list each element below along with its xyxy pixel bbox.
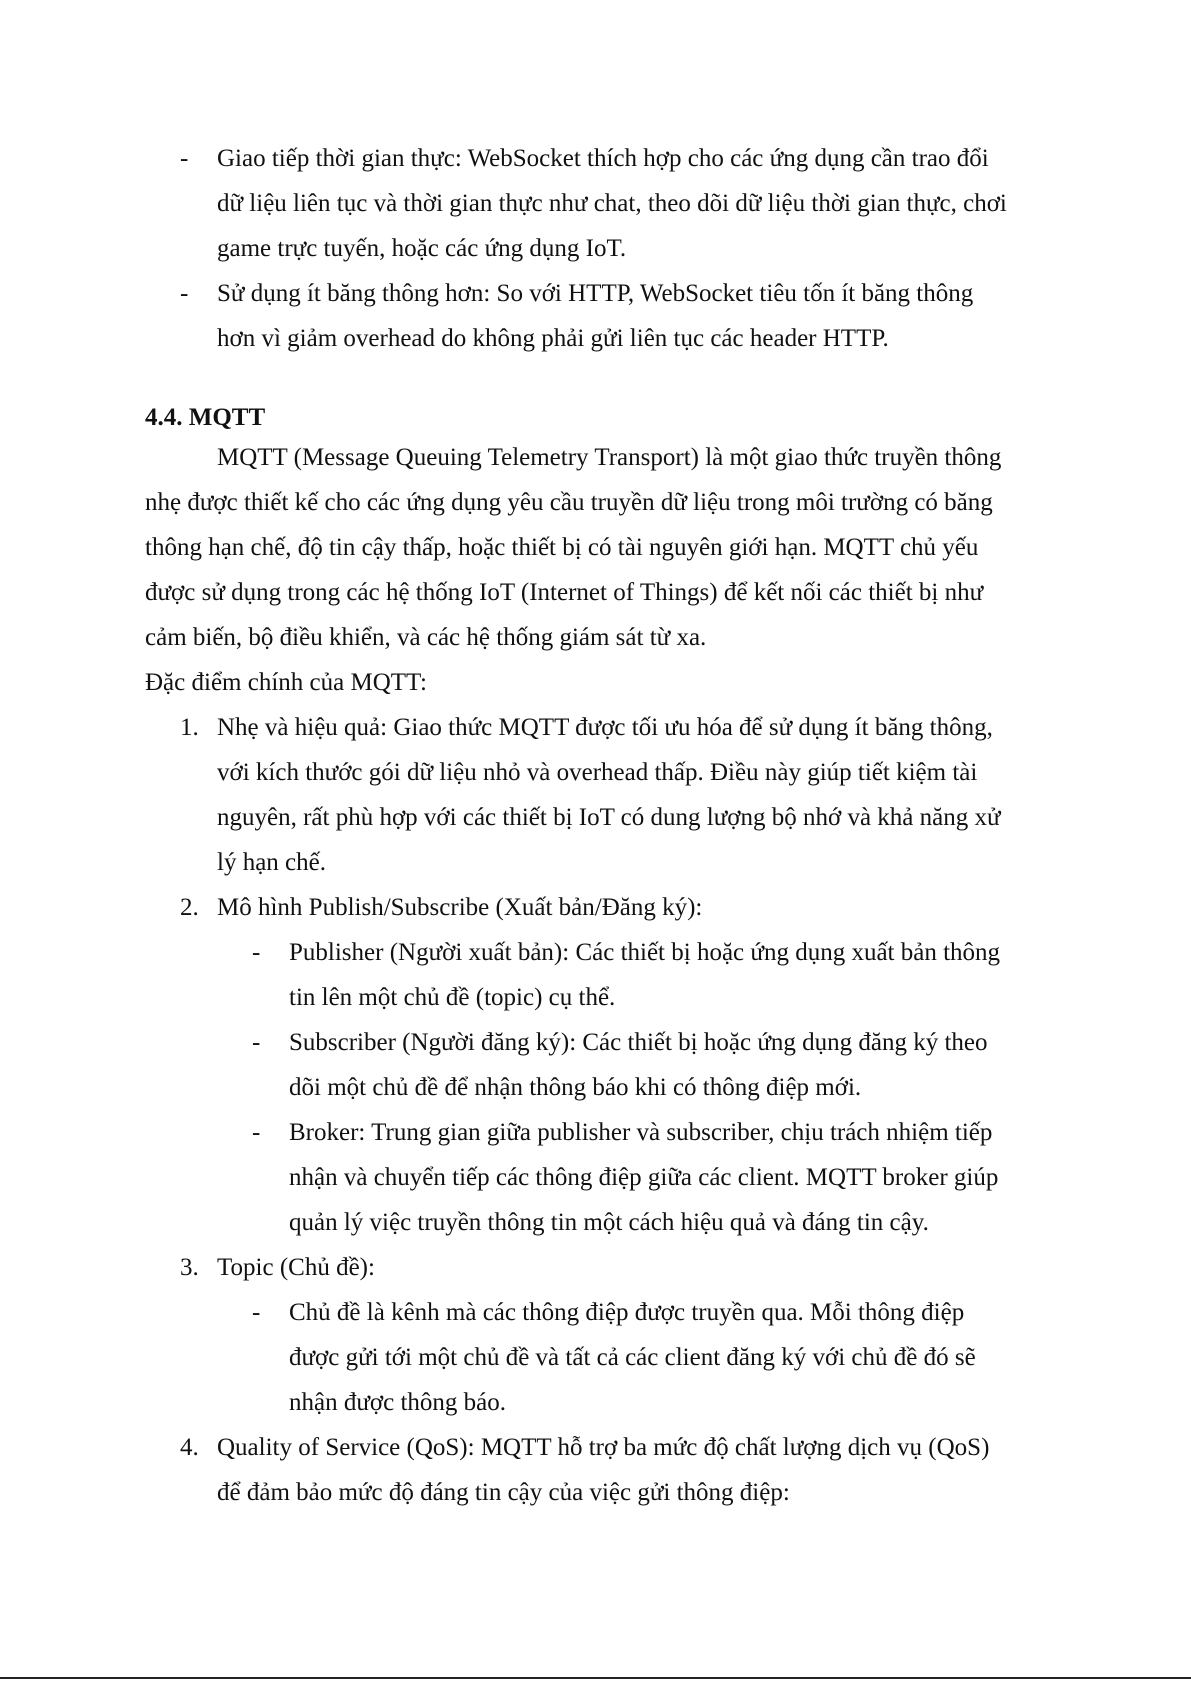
item-number: 1. (180, 714, 199, 741)
text-line: Broker: Trung gian giữa publisher và subscriber, chịu trách nhiệm tiếp (289, 1119, 993, 1146)
text-line: Mô hình Publish/Subscribe (Xuất bản/Đăng ký): (217, 894, 703, 921)
bullet-marker: - (252, 939, 261, 966)
text-line: quản lý việc truyền thông tin một cách hiệu quả và đáng tin cậy. (289, 1209, 929, 1236)
text-line: dữ liệu liên tục và thời gian thực như chat, theo dõi dữ liệu thời gian thực, chơi (217, 190, 1007, 217)
text-line: nhẹ được thiết kế cho các ứng dụng yêu cầu truyền dữ liệu trong môi trường có băng (145, 489, 993, 516)
text-line: được gửi tới một chủ đề và tất cả các client đăng ký với chủ đề đó sẽ (289, 1344, 976, 1371)
text-line: Sử dụng ít băng thông hơn: So với HTTP, WebSocket tiêu tốn ít băng thông (217, 280, 974, 307)
text-line: Chủ đề là kênh mà các thông điệp được truyền qua. Mỗi thông điệp (289, 1299, 965, 1326)
text-line: hơn vì giảm overhead do không phải gửi liên tục các header HTTP. (217, 325, 889, 352)
text-line: Publisher (Người xuất bản): Các thiết bị hoặc ứng dụng xuất bản thông (289, 939, 1001, 966)
text-line: với kích thước gói dữ liệu nhỏ và overhead thấp. Điều này giúp tiết kiệm tài (217, 759, 978, 786)
section-heading: 4.4. MQTT (145, 404, 266, 431)
item-number: 3. (180, 1254, 199, 1281)
text-line: lý hạn chế. (217, 849, 326, 876)
text-line: Quality of Service (QoS): MQTT hỗ trợ ba mức độ chất lượng dịch vụ (QoS) (217, 1434, 990, 1461)
bullet-marker: - (180, 280, 189, 307)
features-label: Đặc điểm chính của MQTT: (145, 669, 427, 696)
bullet-marker: - (252, 1299, 261, 1326)
item-number: 2. (180, 894, 199, 921)
page-bottom-rule (0, 1677, 1191, 1679)
text-line: game trực tuyến, hoặc các ứng dụng IoT. (217, 235, 627, 262)
text-line: cảm biến, bộ điều khiển, và các hệ thống giám sát từ xa. (145, 624, 707, 651)
text-line: thông hạn chế, độ tin cậy thấp, hoặc thiết bị có tài nguyên giới hạn. MQTT chủ yếu (145, 534, 979, 561)
text-line: Topic (Chủ đề): (217, 1254, 375, 1281)
text-line: để đảm bảo mức độ đáng tin cậy của việc gửi thông điệp: (217, 1479, 790, 1506)
text-line: nhận và chuyển tiếp các thông điệp giữa các client. MQTT broker giúp (289, 1164, 999, 1191)
text-line: được sử dụng trong các hệ thống IoT (Internet of Things) để kết nối các thiết bị như (145, 579, 984, 606)
text-line: MQTT (Message Queuing Telemetry Transport) là một giao thức truyền thông (217, 444, 1002, 471)
text-line: nhận được thông báo. (289, 1389, 507, 1416)
item-number: 4. (180, 1434, 199, 1461)
text-line: Subscriber (Người đăng ký): Các thiết bị hoặc ứng dụng đăng ký theo (289, 1029, 988, 1056)
text-line: Nhẹ và hiệu quả: Giao thức MQTT được tối ưu hóa để sử dụng ít băng thông, (217, 714, 993, 741)
bullet-marker: - (252, 1029, 261, 1056)
text-line: dõi một chủ đề để nhận thông báo khi có thông điệp mới. (289, 1074, 862, 1101)
text-line: tin lên một chủ đề (topic) cụ thể. (289, 984, 616, 1011)
bullet-marker: - (180, 145, 189, 172)
text-line: nguyên, rất phù hợp với các thiết bị IoT có dung lượng bộ nhớ và khả năng xử (217, 804, 1001, 831)
bullet-marker: - (252, 1119, 261, 1146)
text-line: Giao tiếp thời gian thực: WebSocket thích hợp cho các ứng dụng cần trao đổi (217, 145, 989, 172)
